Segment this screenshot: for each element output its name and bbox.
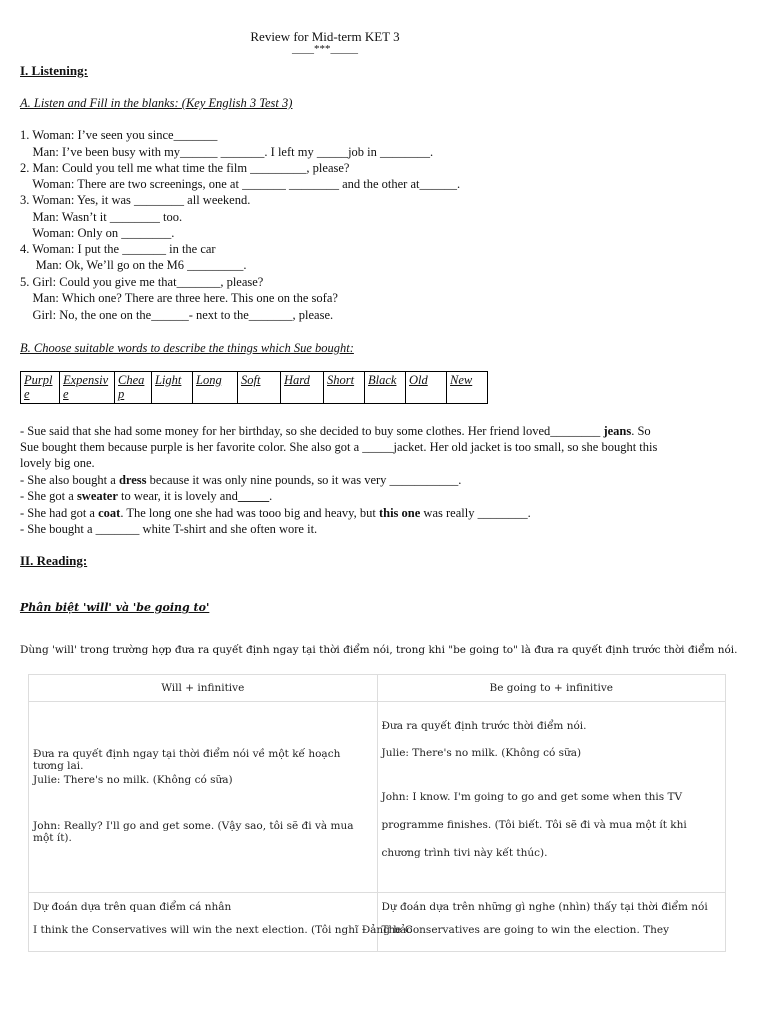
listening-line: Woman: Only on ________. bbox=[20, 226, 175, 240]
cell-line: programme finishes. (Tôi biết. Tôi sẽ đi và mua một ít khi bbox=[381, 819, 687, 831]
cell-line: Đưa ra quyết định ngay tại thời điểm nói về một kế hoạch tương lai. bbox=[33, 748, 341, 772]
listening-heading: I. Listening: bbox=[20, 63, 88, 78]
sue-keyword: sweater bbox=[76, 489, 118, 503]
word-cell: Old bbox=[406, 372, 447, 404]
listening-line: 5. Girl: Could you give me that_______, please? bbox=[20, 275, 264, 289]
column-header-will: Will + infinitive bbox=[29, 675, 378, 702]
cell-line: Julie: There's no milk. (Không có sữa) bbox=[33, 774, 233, 786]
table-cell bbox=[377, 893, 726, 952]
listening-line: Man: I’ve been busy with my______ _______. I left my _____job in ________. bbox=[20, 145, 434, 159]
cell-line: chương trình tivi này kết thúc). bbox=[381, 847, 548, 859]
word-cell: Black bbox=[365, 372, 406, 404]
reading-heading: II. Reading: bbox=[20, 553, 88, 568]
cell-line: John: I know. I'm going to go and get some when this TV bbox=[381, 791, 683, 803]
sue-paragraph-line bbox=[20, 505, 531, 521]
sue-text: - Sue said that she had some money for her birthday, so she decided to buy some clothes. Her friend loved________ bbox=[20, 424, 604, 438]
sue-paragraph-line bbox=[20, 488, 272, 504]
word-cell: Chea p bbox=[115, 372, 152, 404]
sue-keyword: this one bbox=[378, 506, 421, 520]
sue-keyword: jeans bbox=[603, 424, 632, 438]
document-title: Review for Mid-term KET 3 bbox=[250, 29, 400, 44]
sue-paragraph-line bbox=[20, 472, 461, 488]
sue-text: - She had got a bbox=[20, 506, 99, 520]
column-header-going-to: Be going to + infinitive bbox=[377, 675, 726, 702]
word-choice-table bbox=[20, 371, 488, 404]
reading-intro: Dùng 'will' trong trường hợp đưa ra quyết định ngay tại thời điểm nói, trong khi "be going to" là đưa ra quyết định trước thời điểm nói. bbox=[20, 644, 738, 656]
listening-line: Girl: No, the one on the______- next to the_______, please. bbox=[20, 308, 334, 322]
sue-text: to wear, it is lovely and bbox=[117, 489, 238, 503]
sue-blank: _____ bbox=[237, 489, 270, 503]
word-cell: Soft bbox=[238, 372, 281, 404]
table-cell bbox=[377, 702, 726, 893]
listening-line: 3. Woman: Yes, it was ________ all weekend. bbox=[20, 193, 251, 207]
document-subtitle: ____***_____ bbox=[292, 43, 358, 55]
listening-part-b: B. Choose suitable words to describe the things which Sue bought: bbox=[20, 341, 354, 355]
sue-paragraph-line: - She bought a _______ white T-shirt and she often wore it. bbox=[20, 522, 318, 536]
listening-line: Man: Wasn’t it ________ too. bbox=[20, 210, 183, 224]
cell-line: Dự đoán dựa trên quan điểm cá nhân bbox=[33, 901, 232, 913]
sue-paragraph-line: Sue bought them because purple is her favorite color. She also got a _____jacket. Her old jacket is too small, so she bought this bbox=[20, 440, 658, 454]
sue-text: - She got a bbox=[20, 489, 77, 503]
word-cell: Long bbox=[193, 372, 238, 404]
sue-text: . bbox=[269, 489, 273, 503]
cell-line: Dự đoán dựa trên những gì nghe (nhìn) thấy tại thời điểm nói bbox=[381, 901, 708, 913]
word-cell: Hard bbox=[281, 372, 324, 404]
cell-line: I think the Conservatives will win the next election. (Tôi nghĩ Đảng bảo bbox=[33, 924, 413, 936]
listening-part-a: A. Listen and Fill in the blanks: (Key English 3 Test 3) bbox=[20, 96, 293, 110]
listening-line: 4. Woman: I put the _______ in the car bbox=[20, 242, 216, 256]
word-cell: Light bbox=[152, 372, 193, 404]
sue-keyword: dress bbox=[118, 473, 147, 487]
sue-text: because it was only nine pounds, so it was very ___________. bbox=[146, 473, 462, 487]
word-cell: Purpl e bbox=[21, 372, 60, 404]
sue-keyword: coat bbox=[98, 506, 121, 520]
cell-line: Đưa ra quyết định trước thời điểm nói. bbox=[381, 720, 587, 732]
sue-paragraph-line bbox=[20, 423, 651, 439]
word-cell: Expensiv e bbox=[60, 372, 115, 404]
cell-line: Julie: There's no milk. (Không có sữa) bbox=[381, 747, 582, 759]
sue-text: . So bbox=[631, 424, 651, 438]
word-cell: Short bbox=[324, 372, 365, 404]
sue-text: . The long one she had was tooo big and heavy, but bbox=[120, 506, 379, 520]
table-cell bbox=[29, 702, 378, 893]
sue-paragraph-line: lovely big one. bbox=[20, 456, 95, 470]
cell-line: John: Really? I'll go and get some. (Vậy sao, tôi sẽ đi và mua một ít). bbox=[33, 820, 354, 844]
sue-text: - She also bought a bbox=[20, 473, 119, 487]
listening-line: Man: Which one? There are three here. This one on the sofa? bbox=[20, 291, 338, 305]
cell-line: The Conservatives are going to win the election. They bbox=[381, 924, 670, 936]
listening-line: 2. Man: Could you tell me what time the film _________, please? bbox=[20, 161, 350, 175]
listening-line: 1. Woman: I’ve seen you since_______ bbox=[20, 128, 218, 142]
listening-line: Man: Ok, We’ll go on the M6 _________. bbox=[20, 258, 247, 272]
sue-text: was really ________. bbox=[420, 506, 531, 520]
table-cell bbox=[29, 893, 413, 952]
word-cell: New bbox=[447, 372, 488, 404]
listening-line: Woman: There are two screenings, one at _______ ________ and the other at______. bbox=[20, 177, 461, 191]
reading-subheading: Phân biệt 'will' và 'be going to' bbox=[20, 601, 210, 614]
will-going-to-table bbox=[28, 674, 726, 952]
